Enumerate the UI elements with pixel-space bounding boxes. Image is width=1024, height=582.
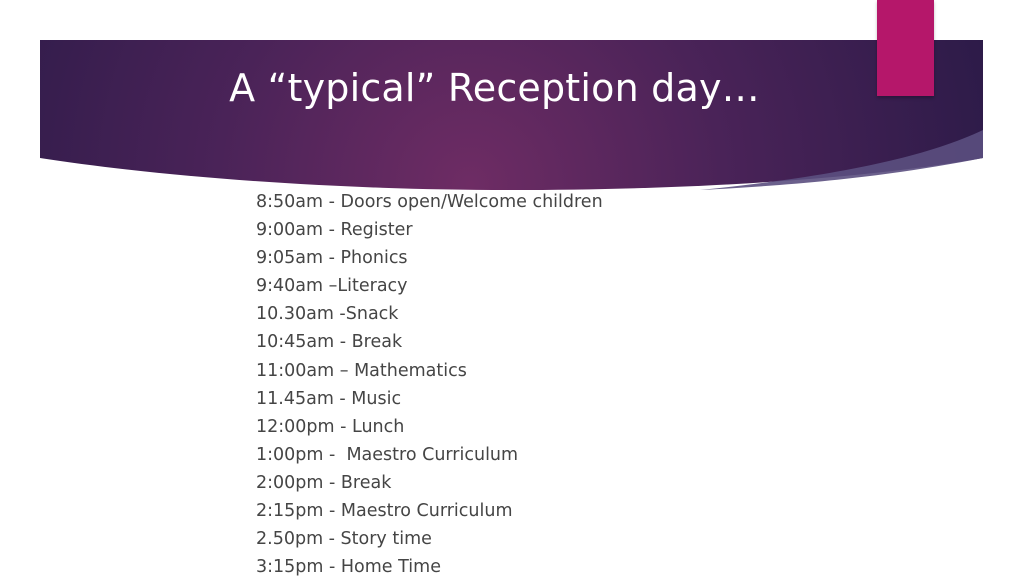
schedule-item: 1:00pm - Maestro Curriculum: [256, 444, 519, 465]
banner-shape: [40, 40, 983, 190]
schedule-item: 2:00pm - Break: [256, 472, 392, 493]
schedule-item: 11.45am - Music: [256, 388, 402, 409]
schedule-item: 10:45am - Break: [256, 332, 403, 353]
schedule-item: 9:00am - Register: [256, 220, 413, 241]
schedule-item: 3:15pm - Home Time: [256, 557, 441, 578]
schedule-item: 10.30am -Snack: [256, 304, 399, 325]
schedule-list: [256, 189, 603, 582]
schedule-item: 9:40am –Literacy: [256, 276, 408, 297]
schedule-item: 11:00am – Mathematics: [256, 360, 467, 381]
schedule-item: 2:15pm - Maestro Curriculum: [256, 501, 513, 522]
schedule-item: 2.50pm - Story time: [256, 529, 432, 550]
schedule-item: 8:50am - Doors open/Welcome children: [256, 192, 603, 212]
schedule-item: 12:00pm - Lunch: [256, 416, 405, 437]
slide-title: A “typical” Reception day…: [229, 66, 760, 110]
schedule-item: 9:05am - Phonics: [256, 248, 408, 269]
